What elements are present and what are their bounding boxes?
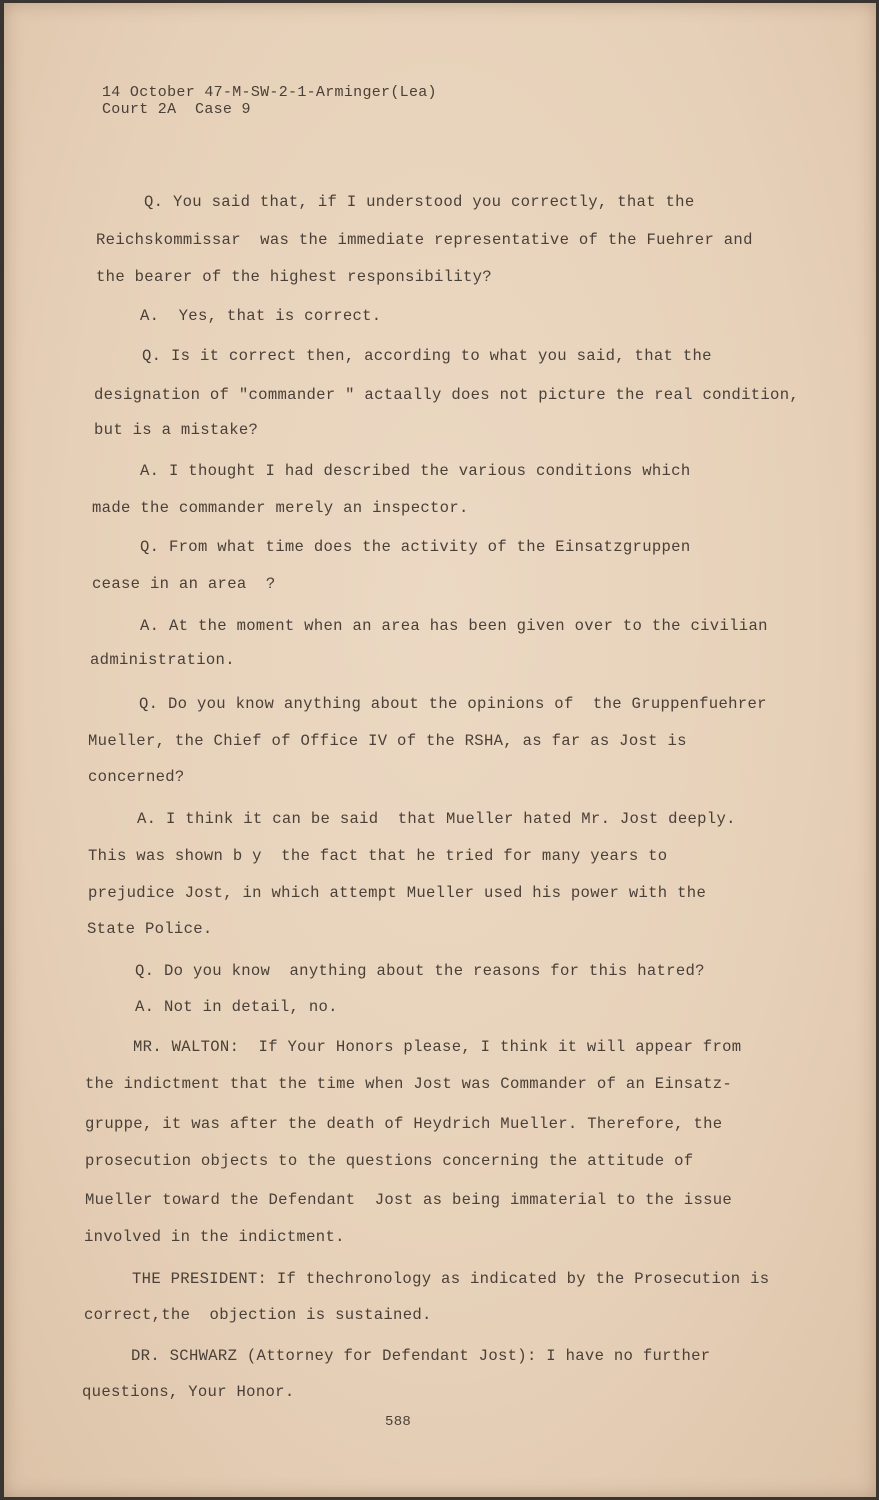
transcript-line: Q. Is it correct then, according to what you said, that the xyxy=(142,347,712,365)
transcript-line: administration. xyxy=(90,651,235,669)
transcript-line: THE PRESIDENT: If thechronology as indicated by the Prosecution is xyxy=(132,1270,770,1288)
transcript-line: gruppe, it was after the death of Heydrich Mueller. Therefore, the xyxy=(85,1115,723,1133)
page-number: 588 xyxy=(385,1414,412,1430)
transcript-line: but is a mistake? xyxy=(94,421,259,439)
transcript-line: cease in an area ? xyxy=(92,575,276,593)
transcript-line: questions, Your Honor. xyxy=(82,1383,295,1401)
transcript-line: A. I thought I had described the various conditions which xyxy=(140,462,691,480)
transcript-line: State Police. xyxy=(87,920,213,938)
transcript-line: Mueller, the Chief of Office IV of the RSHA, as far as Jost is xyxy=(88,732,687,750)
transcript-line: prosecution objects to the questions concerning the attitude of xyxy=(85,1152,694,1170)
transcript-line: This was shown b y the fact that he tried for many years to xyxy=(88,847,668,865)
transcript-line: made the commander merely an inspector. xyxy=(92,499,469,517)
transcript-line: involved in the indictment. xyxy=(84,1228,345,1246)
transcript-line: Reichskommissar was the immediate representative of the Fuehrer and xyxy=(96,231,753,249)
transcript-line: correct,the objection is sustained. xyxy=(84,1306,432,1324)
transcript-line: Mueller toward the Defendant Jost as being immaterial to the issue xyxy=(85,1191,733,1209)
transcript-line: DR. SCHWARZ (Attorney for Defendant Jost): I have no further xyxy=(131,1347,711,1365)
transcript-line: MR. WALTON: If Your Honors please, I think it will appear from xyxy=(133,1038,742,1056)
transcript-line: prejudice Jost, in which attempt Mueller used his power with the xyxy=(88,884,707,902)
transcript-line: concerned? xyxy=(88,768,185,786)
transcript-line: A. Not in detail, no. xyxy=(135,998,338,1016)
transcript-line: Q. From what time does the activity of the Einsatzgruppen xyxy=(140,538,691,556)
transcript-line: A. At the moment when an area has been given over to the civilian xyxy=(140,617,768,635)
transcript-line: designation of "commander " actaally does not picture the real condition, xyxy=(94,386,800,404)
transcript-line: Q. Do you know anything about the reasons for this hatred? xyxy=(135,962,705,980)
transcript-line: the indictment that the time when Jost was Commander of an Einsatz- xyxy=(85,1075,733,1093)
transcript-line: Q. Do you know anything about the opinions of the Gruppenfuehrer xyxy=(139,695,767,713)
document-page xyxy=(4,3,876,1497)
transcript-line: A. I think it can be said that Mueller hated Mr. Jost deeply. xyxy=(137,810,736,828)
transcript-line: A. Yes, that is correct. xyxy=(140,307,382,325)
header-line-2: Court 2A Case 9 xyxy=(102,101,251,118)
transcript-line: Q. You said that, if I understood you correctly, that the xyxy=(144,193,695,211)
header-line-1: 14 October 47-M-SW-2-1-Arminger(Lea) xyxy=(102,84,437,101)
transcript-line: the bearer of the highest responsibility? xyxy=(96,268,492,286)
